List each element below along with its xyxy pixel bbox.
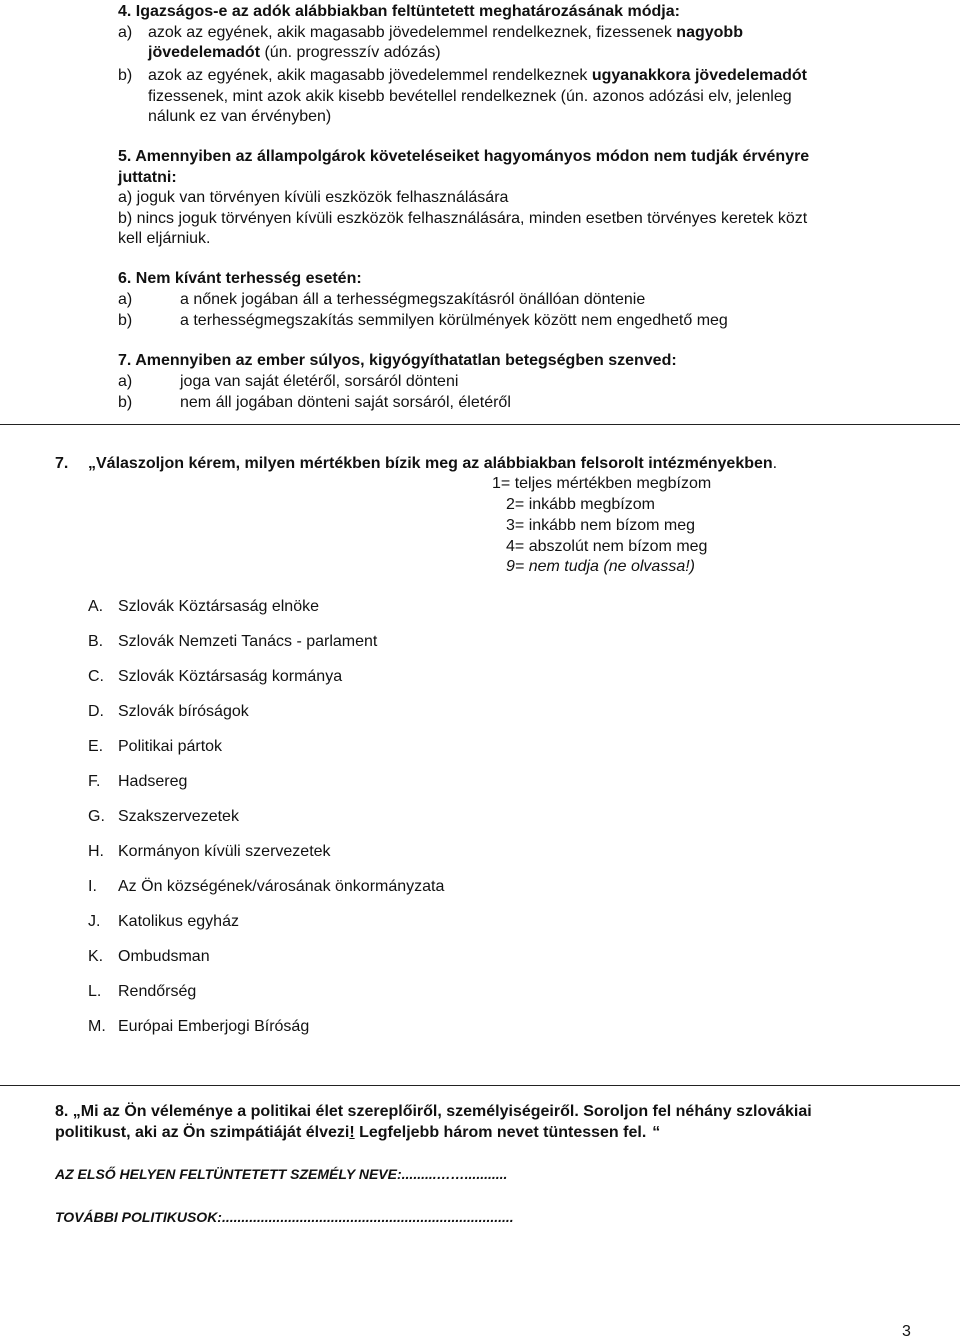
q6-option-b-label: b) (118, 312, 133, 329)
trust-scale-item: 1= teljes mértékben megbízom (492, 475, 712, 492)
q5-title-line2: juttatni: (118, 169, 177, 186)
q5-option-a: a) joguk van törvényen kívüli eszközök felhasználására (118, 189, 509, 206)
institution-letter: E. (88, 738, 104, 755)
trust-scale-dont-know: 9= nem tudja (ne olvassa!) (506, 558, 695, 575)
trust-scale-item: 4= abszolút nem bízom meg (506, 538, 708, 555)
institution-name: Szakszervezetek (118, 808, 239, 825)
q4-option-b-label: b) (118, 67, 133, 84)
q6-option-a-label: a) (118, 291, 133, 308)
section-divider (0, 1085, 960, 1086)
institution-name: Katolikus egyház (118, 913, 239, 930)
q6-option-a: a nőnek jogában áll a terhességmegszakításról önállóan döntenie (180, 291, 646, 308)
q7b-number: 7. (55, 455, 69, 472)
institution-letter: G. (88, 808, 105, 825)
q7a-title: 7. Amennyiben az ember súlyos, kigyógyíthatatlan betegségben szenved: (118, 352, 677, 369)
q7b-title: „Válaszoljon kérem, milyen mértékben bízik meg az alábbiakban felsorolt intézményekben. (88, 455, 778, 472)
q8-title-line2: politikust, aki az Ön szimpátiáját élvezi! Legfeljebb három nevet tüntessen fel. “ (55, 1124, 661, 1141)
institution-letter: M. (88, 1018, 106, 1035)
institution-name: Rendőrség (118, 983, 197, 1000)
institution-letter: B. (88, 633, 104, 650)
q4-option-b-line3: nálunk ez van érvényben) (148, 108, 332, 125)
q4-option-b-line2: fizessenek, mint azok akik kisebb bevétellel rendelkeznek (ún. azonos adózási elv, jelenleg (148, 88, 792, 105)
institution-name: Szlovák Köztársaság kormánya (118, 668, 343, 685)
institution-name: Politikai pártok (118, 738, 223, 755)
page-number: 3 (902, 1323, 911, 1340)
institution-letter: D. (88, 703, 104, 720)
q4-option-a-label: a) (118, 24, 133, 41)
institution-letter: L. (88, 983, 102, 1000)
institution-letter: I. (88, 878, 97, 895)
q6-option-b: a terhességmegszakítás semmilyen körülmények között nem engedhető meg (180, 312, 728, 329)
institution-name: Hadsereg (118, 773, 188, 790)
q7a-option-a-label: a) (118, 373, 133, 390)
trust-scale-item: 2= inkább megbízom (506, 496, 655, 513)
q5-option-b-line2: kell eljárniuk. (118, 230, 211, 247)
q4-option-a-line1: azok az egyének, akik magasabb jövedelemmel rendelkeznek, fizessenek nagyobb (148, 24, 743, 41)
q7a-option-b: nem áll jogában dönteni saját sorsáról, életéről (180, 394, 511, 411)
institution-name: Szlovák Nemzeti Tanács - parlament (118, 633, 378, 650)
q5-title-line1: 5. Amennyiben az állampolgárok követeléseiket hagyományos módon nem tudják érvényre (118, 148, 810, 165)
institution-letter: F. (88, 773, 101, 790)
institution-letter: J. (88, 913, 101, 930)
institution-name: Az Ön községének/városának önkormányzata (118, 878, 445, 895)
q4-title: 4. Igazságos-e az adók alábbiakban feltüntetett meghatározásának módja: (118, 3, 680, 20)
first-name-field: AZ ELSŐ HELYEN FELTÜNTETETT SZEMÉLY NEVE:.........……........... (55, 1166, 508, 1182)
q7a-option-a: joga van saját életéről, sorsáról dönteni (180, 373, 459, 390)
q5-option-b-line1: b) nincs joguk törvényen kívüli eszközök felhasználására, minden esetben törvényes keretek közt (118, 210, 808, 227)
institution-letter: H. (88, 843, 104, 860)
institution-name: Szlovák Köztársaság elnöke (118, 598, 319, 615)
trust-scale-item: 3= inkább nem bízom meg (506, 517, 695, 534)
institution-letter: A. (88, 598, 104, 615)
institution-name: Kormányon kívüli szervezetek (118, 843, 331, 860)
institution-letter: K. (88, 948, 104, 965)
q6-title: 6. Nem kívánt terhesség esetén: (118, 270, 362, 287)
section-divider (0, 424, 960, 425)
q7a-option-b-label: b) (118, 394, 133, 411)
institution-letter: C. (88, 668, 104, 685)
other-politicians-field: TOVÁBBI POLITIKUSOK:........................................................................... (55, 1209, 514, 1225)
q4-option-a-line2: jövedelemadót (ún. progresszív adózás) (148, 44, 441, 61)
q4-option-b-line1: azok az egyének, akik magasabb jövedelemmel rendelkeznek ugyanakkora jövedelemadót (148, 67, 807, 84)
institution-name: Szlovák bíróságok (118, 703, 249, 720)
institution-name: Ombudsman (118, 948, 210, 965)
institution-name: Európai Emberjogi Bíróság (118, 1018, 310, 1035)
q8-title-line1: 8. „Mi az Ön véleménye a politikai élet szereplőiről, személyiségeiről. Soroljon fel néhány szlovákiai (55, 1103, 812, 1120)
